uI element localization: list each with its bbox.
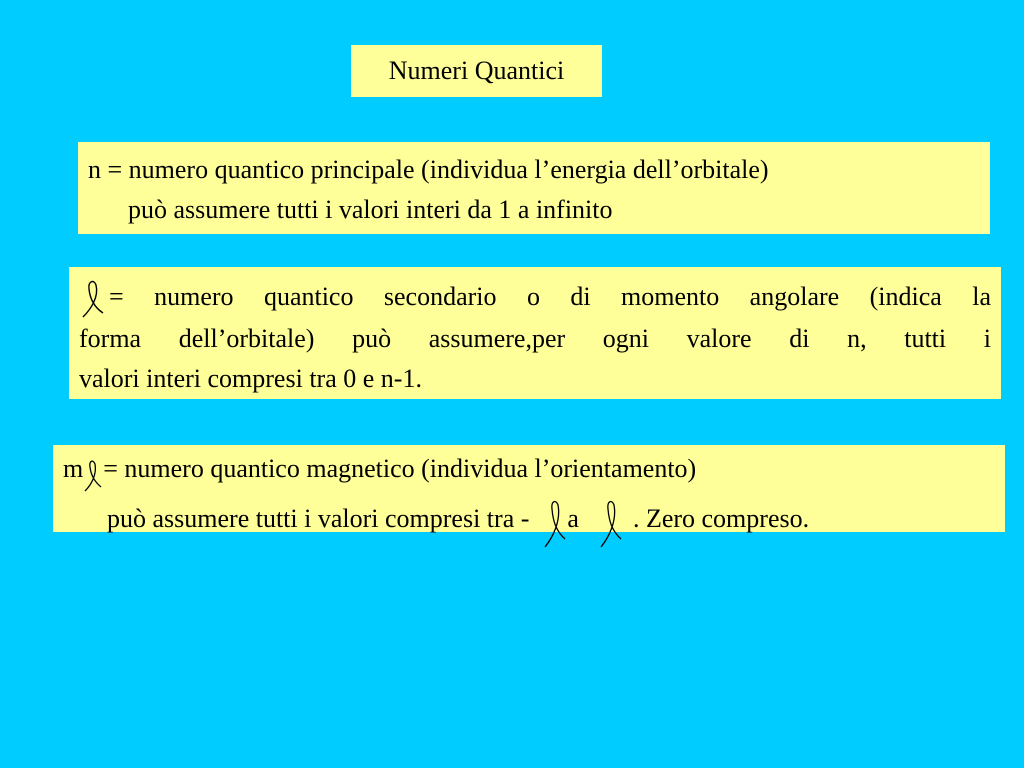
magnetic-line-2 — [63, 493, 1005, 549]
principal-values: può assumere tutti i valori interi da 1 a infinito — [128, 195, 613, 224]
magnetic-definition: = numero quantico magnetico (individua l’orientamento) — [103, 454, 697, 483]
magnetic-quantum-number-box — [53, 445, 1005, 532]
magnetic-values-part2: a — [567, 504, 579, 533]
script-l-icon — [543, 499, 567, 549]
script-l-icon — [79, 279, 107, 319]
magnetic-m-label: m — [63, 454, 84, 483]
secondary-quantum-number-box — [69, 267, 1001, 399]
secondary-definition: = numero quantico secondario o di momento angolare (indica la — [109, 282, 991, 311]
page-title: Numeri Quantici — [388, 56, 565, 85]
title-box — [351, 45, 602, 97]
script-l-icon — [599, 499, 623, 549]
secondary-line-1 — [79, 277, 991, 319]
secondary-line-2: forma dell’orbitale) può assumere,per ogni valore di n, tutti i — [79, 324, 991, 354]
secondary-line-3: valori interi compresi tra 0 e n-1. — [79, 364, 422, 394]
magnetic-values-part1: può assumere tutti i valori compresi tra - — [107, 504, 530, 533]
principal-quantum-number-box — [78, 142, 990, 234]
script-l-subscript-icon — [83, 459, 103, 493]
magnetic-values-part3: . Zero compreso. — [632, 504, 810, 533]
magnetic-line-1 — [63, 449, 1005, 493]
principal-definition: n = numero quantico principale (individua l’energia dell’orbitale) — [88, 155, 769, 184]
